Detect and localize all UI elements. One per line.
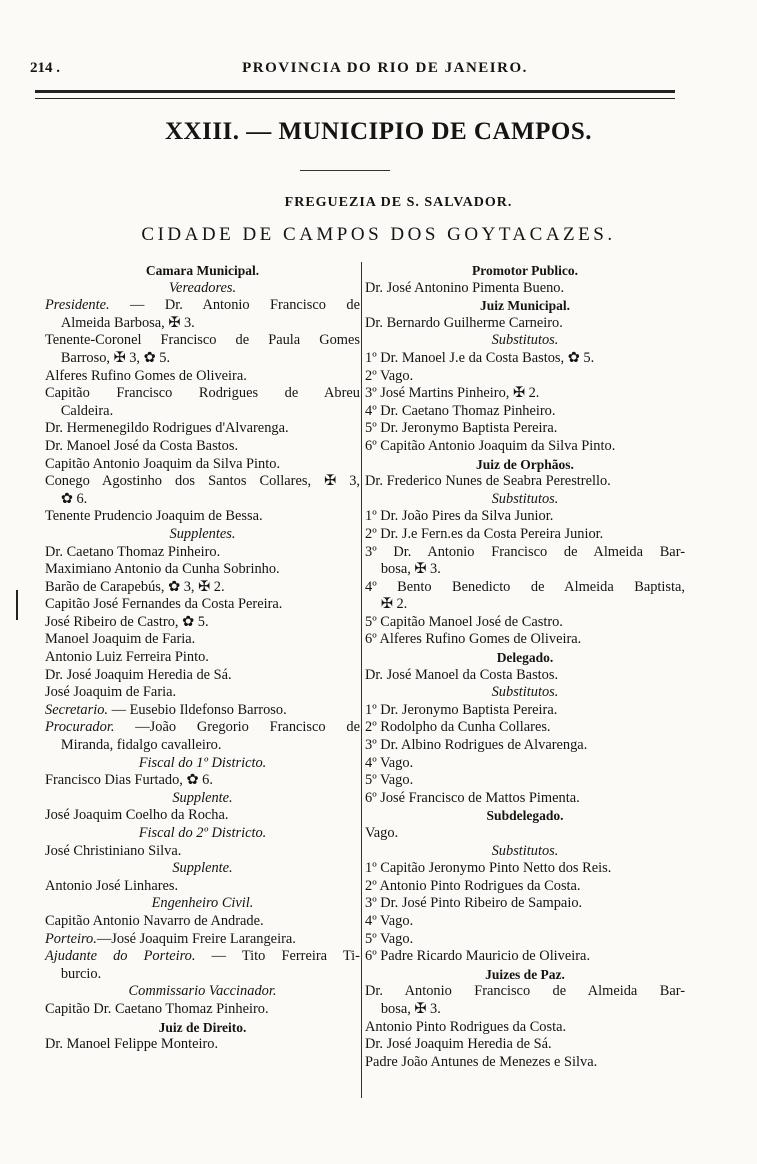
subheading: Fiscal do 2º Districto. xyxy=(138,825,267,841)
entry-line: José Christiniano Silva. xyxy=(45,842,182,859)
entry-line: Dr. José Joaquim Heredia de Sá. xyxy=(365,1036,552,1053)
entry-line: 3º Dr. José Pinto Ribeiro de Sampaio. xyxy=(365,895,583,912)
subheading: Fiscal do 1º Districto. xyxy=(138,754,267,771)
subheading: Engenheiro Civil. xyxy=(151,895,254,912)
entry-line: Padre João Antunes de Menezes e Silva. xyxy=(365,1053,598,1070)
role-label: Porteiro. xyxy=(45,930,97,947)
chapter-title: XXIII. — MUNICIPIO DE CAMPOS. xyxy=(164,118,592,145)
title-rule xyxy=(300,170,390,171)
entry-line: Dr. José Antonino Pimenta Bueno. xyxy=(365,279,565,296)
role-label: Ajudante do Porteiro. xyxy=(45,948,196,965)
entry-text: —João Gregorio Francisco de xyxy=(135,719,360,736)
entry-text: — Eusebio Ildefonso Barroso. xyxy=(111,701,287,718)
entry-line: Caldeira. xyxy=(60,402,114,419)
entry-line: 4º Vago. xyxy=(365,912,414,929)
entry-line: 4º Dr. Caetano Thomaz Pinheiro. xyxy=(365,402,556,419)
entry-line: 5º Vago. xyxy=(365,772,414,789)
entry-line: ✿ 6. xyxy=(60,490,88,507)
entry-line: Capitão Antonio Joaquim da Silva Pinto. xyxy=(45,455,281,472)
entry-line: Capitão Francisco Rodrigues de Abreu xyxy=(45,385,360,402)
role-label: Procurador. xyxy=(45,719,115,736)
section-heading: Camara Municipal. xyxy=(145,263,260,278)
entry-line: 2º Rodolpho da Cunha Collares. xyxy=(365,719,551,736)
entry-line: 4º Bento Benedicto de Almeida Baptista, xyxy=(365,578,685,595)
entry-line: 1º Dr. Jeronymo Baptista Pereira. xyxy=(365,701,558,718)
entry-line: Barroso, ✠ 3, ✿ 5. xyxy=(60,349,171,366)
entry-line xyxy=(45,719,360,737)
entry-line: Capitão José Fernandes da Costa Pereira. xyxy=(45,596,283,613)
entry-line xyxy=(45,702,360,720)
entry-line: bosa, ✠ 3. xyxy=(380,561,441,578)
entry-line: Barão de Carapebús, ✿ 3, ✠ 2. xyxy=(45,578,225,595)
section-heading: Juiz de Direito. xyxy=(158,1019,247,1035)
entry-line: José Ribeiro de Castro, ✿ 5. xyxy=(45,613,209,630)
page-header xyxy=(30,60,690,80)
entry-line: Manoel Joaquim de Faria. xyxy=(45,631,196,648)
entry-line: ✠ 2. xyxy=(380,596,408,613)
entry-line: 2º Antonio Pinto Rodrigues da Costa. xyxy=(365,877,581,894)
section-heading: Juiz Municipal. xyxy=(479,298,570,314)
entry-line: 3º José Martins Pinheiro, ✠ 2. xyxy=(365,385,540,402)
entry-line: 5º Dr. Jeronymo Baptista Pereira. xyxy=(365,420,558,437)
entry-line: Dr. Hermenegildo Rodrigues d'Alvarenga. xyxy=(45,420,289,437)
parish-title: FREGUEZIA DE S. SALVADOR. xyxy=(284,195,513,210)
entry-line: Conego Agostinho dos Santos Collares, ✠ 3, xyxy=(45,473,360,490)
entry-line: 1º Dr. Manoel J.e da Costa Bastos, ✿ 5. xyxy=(365,349,595,366)
entry-line: 6º Padre Ricardo Mauricio de Oliveira. xyxy=(365,948,591,965)
subheading: Supplente. xyxy=(172,860,233,877)
entry-line: Francisco Dias Furtado, ✿ 6. xyxy=(45,772,213,789)
entry-line: 1º Dr. João Pires da Silva Junior. xyxy=(365,508,554,525)
subheading: Substitutos. xyxy=(491,490,559,507)
entry-line: José Joaquim Coelho da Rocha. xyxy=(45,807,229,824)
left-column xyxy=(45,262,360,1054)
section-heading: Subdelegado. xyxy=(486,808,564,824)
entry-line: José Joaquim de Faria. xyxy=(45,684,177,701)
page-number: 214 . xyxy=(30,60,60,76)
entry-line xyxy=(45,948,360,966)
section-heading: Promotor Publico. xyxy=(472,263,578,278)
entry-line: Dr. Bernardo Guilherme Carneiro. xyxy=(365,314,563,331)
section-heading: Juizes de Paz. xyxy=(485,966,565,982)
right-column xyxy=(365,262,685,1071)
entry-line: Dr. Antonio Francisco de Almeida Bar- xyxy=(365,983,685,1000)
entry-line: 3º Dr. Albino Rodrigues de Alvarenga. xyxy=(365,737,588,754)
entry-line: Vago. xyxy=(365,825,399,841)
entry-line: Maximiano Antonio da Cunha Sobrinho. xyxy=(45,561,280,578)
entry-line: Dr. Manoel Felippe Monteiro. xyxy=(45,1036,219,1053)
entry-line: Antonio José Linhares. xyxy=(45,877,179,894)
entry-line: Miranda, fidalgo cavalleiro. xyxy=(60,737,222,754)
entry-line: Antonio Luiz Ferreira Pinto. xyxy=(45,649,209,666)
entry-text: —José Joaquim Freire Larangeira. xyxy=(96,930,296,947)
subheading: Substitutos. xyxy=(491,842,559,859)
entry-line: Tenente-Coronel Francisco de Paula Gomes xyxy=(45,332,360,349)
entry-line: Dr. Manoel José da Costa Bastos. xyxy=(45,437,239,454)
entry-line: Antonio Pinto Rodrigues da Costa. xyxy=(365,1018,567,1035)
entry-line: Dr. Caetano Thomaz Pinheiro. xyxy=(45,543,221,560)
entry-text: — Tito Ferreira Ti- xyxy=(211,948,360,965)
subheading: Supplente. xyxy=(172,789,233,806)
margin-mark xyxy=(16,590,18,620)
entry-line: Capitão Dr. Caetano Thomaz Pinheiro. xyxy=(45,1000,269,1017)
subheading: Substitutos. xyxy=(491,684,559,701)
header-double-rule xyxy=(35,90,675,99)
entry-line: 4º Vago. xyxy=(365,754,414,771)
entry-line: Dr. Frederico Nunes de Seabra Perestrello. xyxy=(365,473,611,490)
entry-line: Almeida Barbosa, ✠ 3. xyxy=(60,314,195,331)
subheading: Substitutos. xyxy=(491,332,559,349)
entry-line xyxy=(45,297,360,315)
entry-line: 2º Vago. xyxy=(365,367,414,384)
entry-line: Alferes Rufino Gomes de Oliveira. xyxy=(45,367,247,384)
running-title: PROVINCIA DO RIO DE JANEIRO. xyxy=(242,60,528,76)
entry-line: 3º Dr. Antonio Francisco de Almeida Bar- xyxy=(365,543,685,560)
role-label: Secretario. xyxy=(45,701,109,718)
entry-line: 5º Vago. xyxy=(365,930,414,947)
entry-line: 2º Dr. J.e Fern.es da Costa Pereira Junior. xyxy=(365,525,604,542)
entry-line: burcio. xyxy=(60,965,102,982)
entry-line: 5º Capitão Manoel José de Castro. xyxy=(365,613,563,630)
subheading: Supplentes. xyxy=(169,525,236,542)
entry-line: Tenente Prudencio Joaquim de Bessa. xyxy=(45,508,263,525)
entry-line: bosa, ✠ 3. xyxy=(380,1000,441,1017)
entry-line: Capitão Antonio Navarro de Andrade. xyxy=(45,912,264,929)
entry-line: Dr. José Manoel da Costa Bastos. xyxy=(365,666,559,683)
subheading: Commissario Vaccinador. xyxy=(128,983,277,1000)
entry-line: 6º Capitão Antonio Joaquim da Silva Pinto. xyxy=(365,437,616,454)
entry-line: 1º Capitão Jeronymo Pinto Netto dos Reis. xyxy=(365,860,612,877)
entry-text: — Dr. Antonio Francisco de xyxy=(130,297,360,314)
subheading: Vereadores. xyxy=(168,279,237,296)
entry-line xyxy=(45,931,360,949)
entry-line: 6º Alferes Rufino Gomes de Oliveira. xyxy=(365,631,582,648)
city-title: CIDADE DE CAMPOS DOS GOYTACAZES. xyxy=(141,224,616,245)
section-heading: Juiz de Orphãos. xyxy=(476,456,574,472)
section-heading: Delegado. xyxy=(496,650,554,666)
role-label: Presidente. xyxy=(45,297,110,314)
column-divider xyxy=(361,262,362,1098)
entry-line: 6º José Francisco de Mattos Pimenta. xyxy=(365,789,580,806)
entry-line: Dr. José Joaquim Heredia de Sá. xyxy=(45,666,232,683)
